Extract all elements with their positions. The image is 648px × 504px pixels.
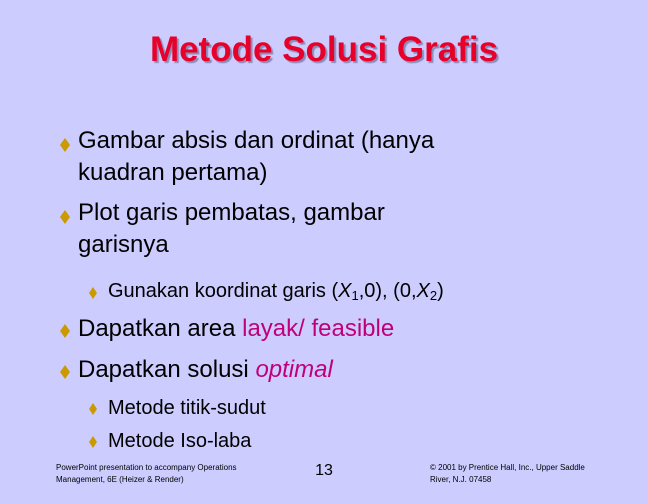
slide-title: Metode Solusi Grafis: [149, 30, 499, 69]
bullet-item: [78, 125, 434, 189]
bullet-text: Dapatkan solusi: [78, 356, 256, 383]
bullet-text-line: Plot garis pembatas, gambar: [78, 199, 385, 226]
sub-bullet-text: Metode titik-sudut: [108, 397, 266, 419]
bullet-item: [78, 354, 333, 386]
bullet-text: Dapatkan area: [78, 315, 243, 342]
sub-bullet-text: Gunakan koordinat garis (: [108, 280, 339, 302]
sub-bullet-item: [108, 395, 266, 421]
highlight-text: optimal: [255, 356, 333, 383]
footer-copyright: [430, 462, 585, 486]
footer-copyright-line: © 2001 by Prentice Hall, Inc., Upper Saddle: [430, 463, 585, 472]
bullet-text-line: Gambar absis dan ordinat (hanya: [78, 127, 435, 154]
footer-credit-line: Management, 6E (Heizer & Render): [56, 475, 184, 484]
diamond-bullet-icon: [89, 287, 99, 297]
diamond-bullet-icon: [60, 210, 70, 220]
diamond-bullet-icon: [60, 138, 70, 148]
sub-bullet-text: ,0), (0,: [358, 280, 417, 302]
bullet-item: [78, 197, 385, 261]
footer-credit: [56, 462, 237, 486]
highlight-text: layak/ feasible: [242, 315, 395, 342]
variable-x2: X: [416, 280, 430, 302]
bullet-text-line: kuadran pertama): [78, 159, 268, 186]
footer-copyright-line: River, N.J. 07458: [430, 475, 492, 484]
subscript-2: 2: [429, 288, 438, 303]
diamond-bullet-icon: [60, 324, 70, 334]
bullet-item: [78, 313, 394, 345]
diamond-bullet-icon: [89, 436, 99, 446]
sub-bullet-item: [108, 428, 251, 454]
diamond-bullet-icon: [89, 403, 99, 413]
subscript-1: 1: [351, 288, 359, 303]
footer-credit-line: PowerPoint presentation to accompany Operations: [56, 463, 237, 472]
sub-bullet-text: ): [437, 280, 444, 302]
bullet-text-line: garisnya: [78, 231, 169, 258]
sub-bullet-text: Metode Iso-laba: [108, 430, 252, 452]
diamond-bullet-icon: [60, 365, 70, 375]
variable-x1: X: [338, 280, 352, 302]
sub-bullet-item: [108, 278, 444, 304]
page-number: 13: [315, 462, 333, 479]
